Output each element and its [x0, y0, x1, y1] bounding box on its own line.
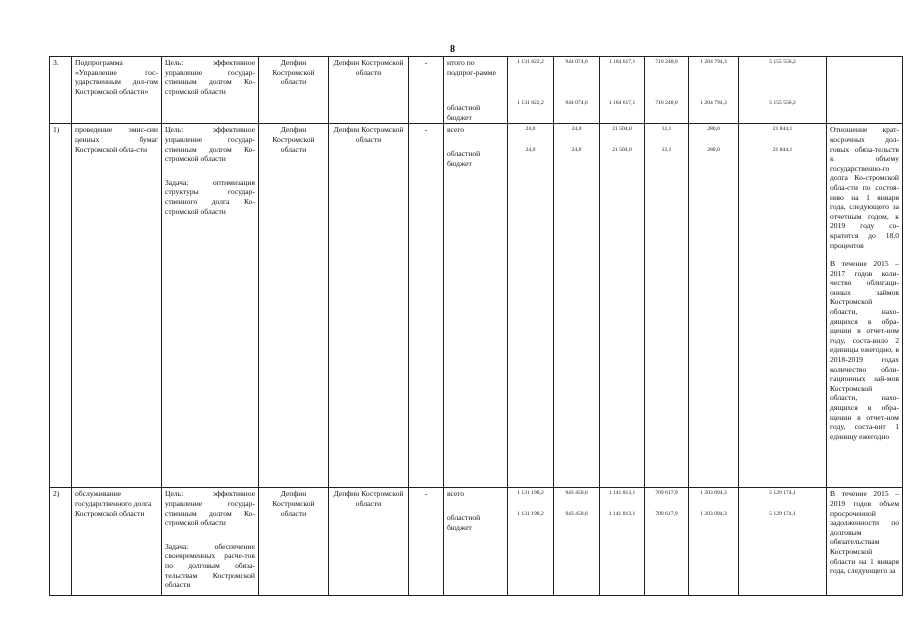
- source-total: всего: [447, 489, 465, 499]
- value-total: 21 844,1 21 844,1: [739, 124, 827, 488]
- row-goal-task: [162, 124, 259, 488]
- row-source: [444, 124, 508, 488]
- row-dash: -: [409, 488, 444, 596]
- source-total: всего: [447, 125, 465, 135]
- row-name: Подпрограмма «Управление гос-ударственным дол-гом Костромской области»: [72, 57, 162, 124]
- row-executor: Депфин Костромской области: [259, 57, 329, 124]
- table-row: [50, 124, 903, 488]
- row-source: [444, 488, 508, 596]
- value-2015: 1 131 198,2 1 131 198,2: [508, 488, 554, 596]
- value-2018: 12,1 12,1: [645, 124, 689, 488]
- value-2016: 944 074,6 944 074,6: [554, 57, 600, 124]
- page-number: 8: [450, 44, 455, 55]
- row-dash: -: [409, 124, 444, 488]
- row-goal: Цель: эффективное управление государ-ственным долгом Ко-стромской области: [165, 489, 255, 528]
- row-result: [827, 57, 903, 124]
- value-total: 5 155 556,2 5 155 556,2: [739, 57, 827, 124]
- row-result: В течение 2015 – 2019 годов объем просроченной задолженности по долговым обязательствам Костромской области на 1 января года, следующего за: [827, 488, 903, 596]
- source-budget: областной бюджет: [447, 512, 481, 532]
- value-2017: 21 504,0 21 504,0: [600, 124, 645, 488]
- value-2016: 943 450,6 943 450,6: [554, 488, 600, 596]
- row-number: 3.: [50, 57, 72, 124]
- value-2019: 280,0 280,0: [689, 124, 739, 488]
- value-2018: 709 617,9 709 617,9: [645, 488, 689, 596]
- row-name: обслуживание государственного долга Костромской области: [72, 488, 162, 596]
- row-dash: -: [409, 57, 444, 124]
- value-2015: 24,0 24,0: [508, 124, 554, 488]
- source-budget: областной бюджет: [447, 148, 481, 168]
- value-2016: 24,0 24,0: [554, 124, 600, 488]
- row-participant: Депфин Костромской области: [329, 488, 409, 596]
- value-total: 5 129 174,1 5 129 174,1: [739, 488, 827, 596]
- source-total: итого по подпрог-рамме: [447, 58, 496, 77]
- row-goal-task: [162, 488, 259, 596]
- value-2019: 1 203 094,3 1 203 094,3: [689, 488, 739, 596]
- row-source: [444, 57, 508, 124]
- row-number: 1): [50, 124, 72, 488]
- row-task: Задача: оптимизация структуры государ-ственного долга Ко-стромской области: [165, 177, 255, 216]
- row-result: [827, 124, 903, 488]
- value-2015: 1 131 822,2 1 131 822,2: [508, 57, 554, 124]
- value-2019: 1 204 794,3 1 204 794,3: [689, 57, 739, 124]
- row-task: Задача: обеспечение своевременных расче-тов по долговым обяза-тельствам Костромской области: [165, 541, 255, 590]
- row-goal: Цель: эффективное управление государ-ственным долгом Ко-стромской области: [165, 125, 255, 164]
- value-2017: 1 164 617,1 1 164 617,1: [600, 57, 645, 124]
- table-row: [50, 488, 903, 596]
- table-row: [50, 57, 903, 124]
- result-text-2: В течение 2015 – 2017 годов коли-чество облигаци-онных займов Костромской области, нахо-дящихся в обра-щении в отчет-ном году, соста-вило 2 единицы ежегодно, в 2018-2019 годах количество обли-гационных зай-мов Костромской области, нахо-дящихся в обра-щении в отчет-ном году, соста-вит 1 единицу ежегодно: [830, 259, 899, 441]
- row-executor: Депфин Костромской области: [259, 124, 329, 488]
- result-text: Отношение крат-косрочных дол-говых обяза-тельств к объему государственно-го долга Ко-стромской обла-сти по состоя-нию на 1 января года, следующего за отчетным годом, к 2019 году со-кратится до 18,0 процентов: [830, 125, 899, 250]
- row-name: проведение эмис-сии ценных бумаг Костромской обла-сти: [72, 124, 162, 488]
- program-table: [49, 56, 903, 596]
- row-goal: Цель: эффективное управление государ-ственным долгом Ко-стромской области: [162, 57, 259, 124]
- row-executor: Депфин Костромской области: [259, 488, 329, 596]
- value-2017: 1 141 813,1 1 141 813,1: [600, 488, 645, 596]
- row-number: 2): [50, 488, 72, 596]
- row-participant: Депфин Костромской области: [329, 124, 409, 488]
- source-budget: областной бюджет: [447, 103, 481, 122]
- value-2018: 710 248,0 710 248,0: [645, 57, 689, 124]
- row-participant: Депфин Костромской области: [329, 57, 409, 124]
